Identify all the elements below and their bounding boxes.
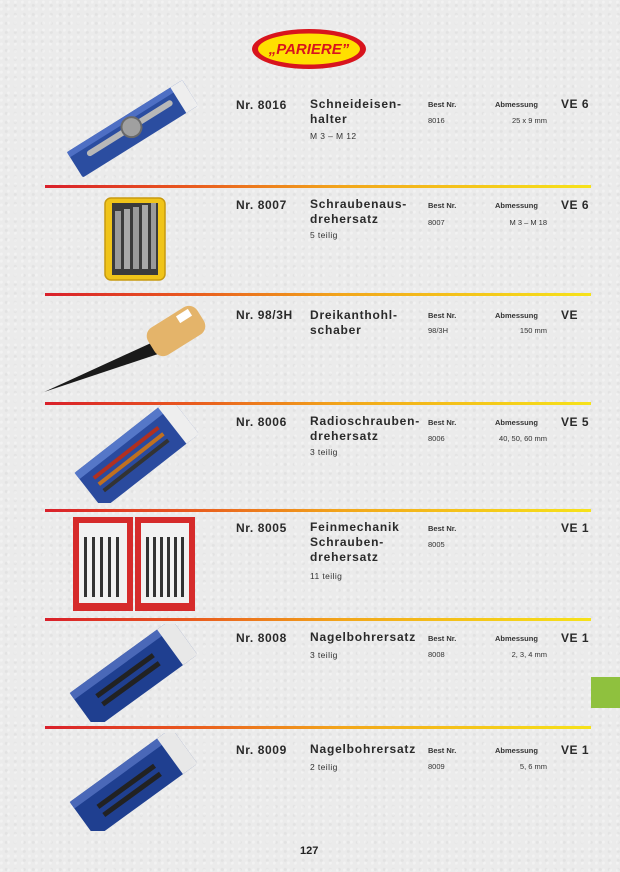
product-image-8005 — [72, 515, 196, 613]
best-nr-value: 8016 — [428, 116, 445, 125]
abmessung-value: 5, 6 mm — [519, 762, 547, 771]
best-nr-label: Best Nr. — [428, 201, 457, 210]
abmessung-label: Abmessung — [495, 418, 538, 427]
ve-value: VE 1 — [561, 521, 590, 535]
product-title: Feinmechanik Schrauben- drehersatz — [310, 520, 400, 564]
best-nr-value: 98/3H — [428, 326, 449, 335]
brand-logo — [251, 28, 367, 70]
product-image-8008 — [68, 624, 198, 722]
product-title: Radioschrauben- drehersatz — [310, 414, 421, 443]
product-number: Nr. 8016 — [236, 98, 287, 112]
product-number: Nr. 8005 — [236, 521, 287, 535]
brand-logo-text: „PARIERE” — [268, 41, 350, 58]
abmessung-value: 150 mm — [519, 326, 547, 335]
product-image-8006 — [74, 405, 199, 503]
best-nr-value: 8005 — [428, 540, 445, 549]
best-nr-label: Best Nr. — [428, 311, 457, 320]
section-tab — [591, 677, 620, 708]
product-image-8009 — [68, 733, 198, 831]
ve-value: VE — [561, 308, 579, 322]
best-nr-value: 8008 — [428, 650, 445, 659]
ve-value: VE 1 — [561, 743, 590, 757]
product-number: Nr. 8007 — [236, 198, 287, 212]
row-separator — [45, 618, 591, 621]
abmessung-value: 25 x 9 mm — [511, 116, 547, 125]
abmessung-value: 2, 3, 4 mm — [511, 650, 547, 659]
ve-value: VE 1 — [561, 631, 590, 645]
row-separator — [45, 185, 591, 188]
best-nr-label: Best Nr. — [428, 524, 457, 533]
product-subtitle: 2 teilig — [310, 762, 338, 772]
abmessung-value: M 3 – M 18 — [509, 218, 547, 227]
product-title: Dreikanthohl- schaber — [310, 308, 398, 337]
ve-value: VE 6 — [561, 97, 590, 111]
product-title: Nagelbohrersatz — [310, 630, 417, 644]
product-subtitle: 3 teilig — [310, 447, 338, 457]
abmessung-label: Abmessung — [495, 100, 538, 109]
best-nr-value: 8007 — [428, 218, 445, 227]
product-title: Nagelbohrersatz — [310, 742, 417, 756]
product-title: Schraubenaus- drehersatz — [310, 197, 408, 226]
abmessung-label: Abmessung — [495, 634, 538, 643]
ve-value: VE 5 — [561, 415, 590, 429]
row-separator — [45, 293, 591, 296]
product-title: Schneideisen- halter — [310, 97, 402, 126]
best-nr-value: 8006 — [428, 434, 445, 443]
abmessung-label: Abmessung — [495, 746, 538, 755]
product-subtitle: 3 teilig — [310, 650, 338, 660]
product-image-8007 — [104, 193, 166, 283]
best-nr-label: Best Nr. — [428, 746, 457, 755]
product-image-98-3h — [42, 298, 217, 396]
best-nr-value: 8009 — [428, 762, 445, 771]
abmessung-value: 40, 50, 60 mm — [499, 434, 547, 443]
product-number: Nr. 8009 — [236, 743, 287, 757]
ve-value: VE 6 — [561, 198, 590, 212]
product-number: Nr. 98/3H — [236, 308, 293, 322]
best-nr-label: Best Nr. — [428, 100, 457, 109]
abmessung-label: Abmessung — [495, 201, 538, 210]
product-subtitle: 5 teilig — [310, 230, 338, 240]
product-image-8016 — [62, 76, 202, 180]
product-number: Nr. 8008 — [236, 631, 287, 645]
best-nr-label: Best Nr. — [428, 418, 457, 427]
product-subtitle: 11 teilig — [310, 571, 343, 581]
product-subtitle: M 3 – M 12 — [310, 131, 357, 141]
row-separator — [45, 726, 591, 729]
row-separator — [45, 509, 591, 512]
abmessung-label: Abmessung — [495, 311, 538, 320]
best-nr-label: Best Nr. — [428, 634, 457, 643]
product-number: Nr. 8006 — [236, 415, 287, 429]
page-number: 127 — [300, 845, 319, 857]
